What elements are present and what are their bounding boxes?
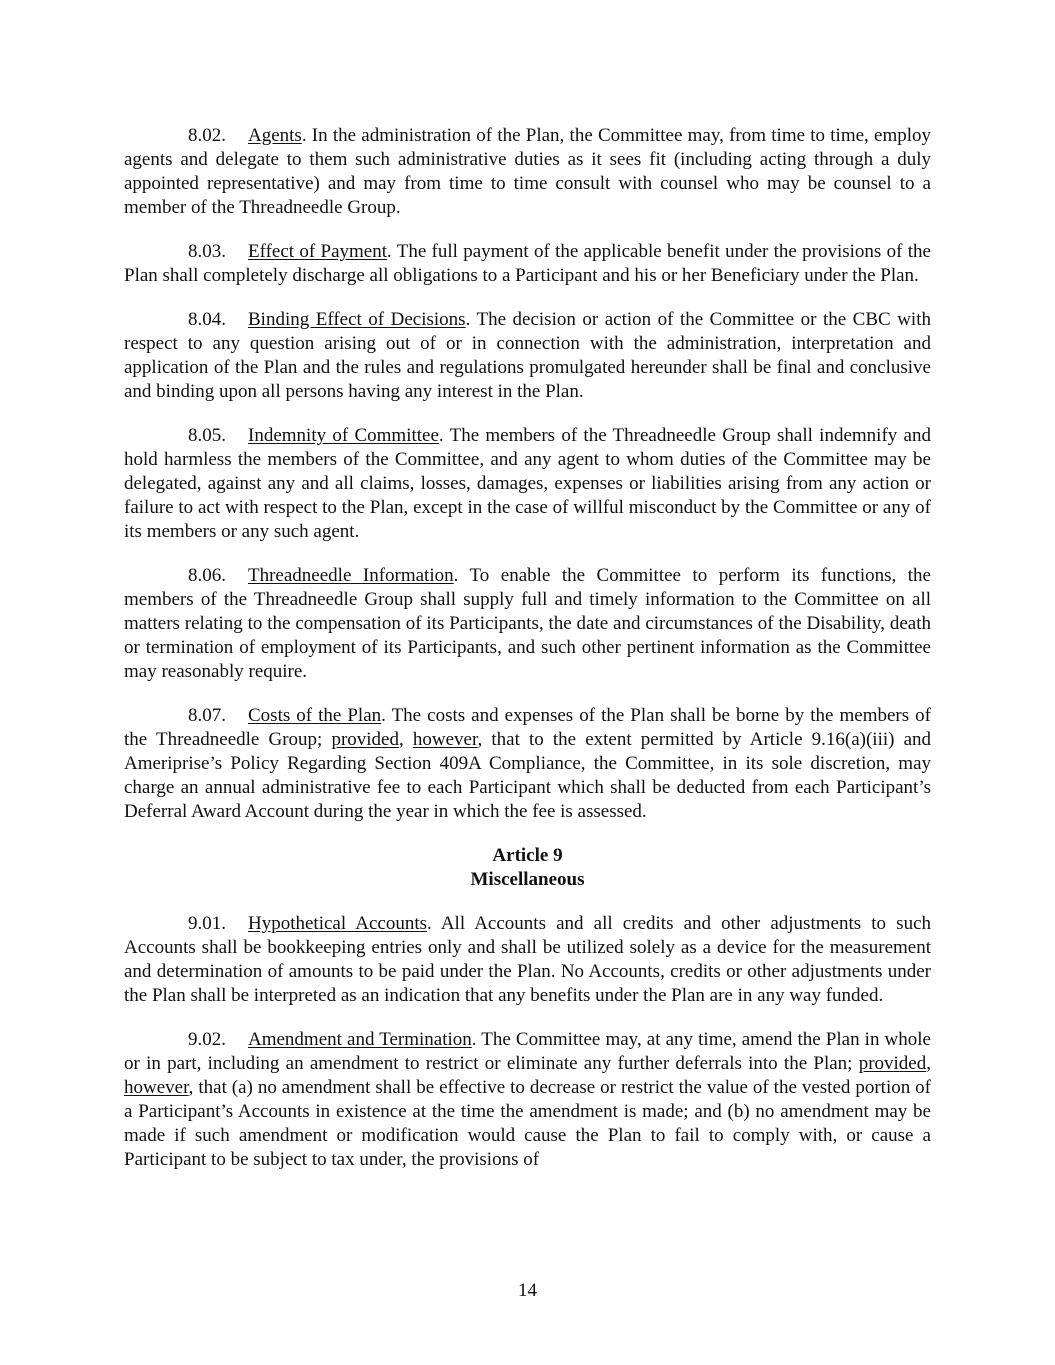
section-text: . All Accounts and all credits and other adjustments to such Accounts shall be bookkeeping entries only and shall be utilized solely as a device for the measurement and determination of amounts to be paid under the Plan. No Accounts, credits or other adjustments under the Plan shall be interpreted as an indication that any benefits under the Plan are in any way funded. — [124, 913, 932, 1006]
section-title: Agents — [248, 125, 302, 146]
section-8-05 — [124, 424, 931, 544]
section-number: 8.02. — [188, 125, 226, 146]
article-title: Miscellaneous — [470, 869, 585, 890]
section-8-04 — [124, 308, 931, 404]
section-number: 9.02. — [188, 1029, 226, 1050]
section-title: Effect of Payment — [248, 241, 387, 262]
section-title: Indemnity of Committee — [248, 425, 439, 446]
section-9-01 — [124, 912, 931, 1008]
section-title: Amendment and Termination — [248, 1029, 472, 1050]
article-heading — [124, 844, 931, 892]
article-label: Article 9 — [492, 845, 563, 866]
section-text: . In the administration of the Plan, the Committee may, from time to time, employ agents and delegate to them such administrative duties as it sees fit (including acting through a duly appointed representative) and may from time to time consult with counsel who may be counsel to a member of the Threadneedle Group. — [124, 125, 931, 218]
provided-term: provided — [331, 729, 399, 750]
section-text-continued: , that to the extent permitted by Article 9.16(a)(iii) and Ameriprise’s Policy Regarding Section 409A Compliance, the Committee, in its sole discretion, may charge an annual administrative fee to each Participant which shall be deducted from each Participant’s Deferral Award Account during the year in which the fee is assessed. — [124, 729, 932, 822]
separator: , — [926, 1053, 931, 1074]
section-number: 9.01. — [188, 913, 226, 934]
section-title: Hypothetical Accounts — [248, 913, 427, 934]
section-text: . The Committee may, at any time, amend the Plan in whole or in part, including an amendment to restrict or eliminate any further deferrals into the Plan; — [124, 1029, 931, 1074]
section-text-continued: , that (a) no amendment shall be effective to decrease or restrict the value of the vested portion of a Participant’s Accounts in existence at the time the amendment is made; and (b) no amendment may be made if such amendment or modification would cause the Plan to fail to comply with, or cause a Participant to be subject to tax under, the provisions of — [124, 1077, 931, 1170]
section-number: 8.06. — [188, 565, 226, 586]
section-text: . The full payment of the applicable benefit under the provisions of the Plan shall completely discharge all obligations to a Participant and his or her Beneficiary under the Plan. — [124, 241, 931, 286]
section-text: . The costs and expenses of the Plan shall be borne by the members of the Threadneedle Group; — [124, 705, 932, 750]
section-text: . The decision or action of the Committee or the CBC with respect to any question arising out of or in connection with the administration, interpretation and application of the Plan and the rules and regulations promulgated hereunder shall be final and conclusive and binding upon all persons having any interest in the Plan. — [124, 309, 931, 402]
section-number: 8.05. — [188, 425, 226, 446]
separator: , — [398, 729, 413, 750]
page-number: 14 — [518, 1280, 537, 1301]
section-8-03 — [124, 240, 931, 288]
document-page — [124, 124, 931, 1192]
section-text: . The members of the Threadneedle Group shall indemnify and hold harmless the members of the Committee, and any agent to whom duties of the Committee may be delegated, against any and all claims, losses, damages, expenses or liabilities arising from any action or failure to act with respect to the Plan, except in the case of willful misconduct by the Committee or any of its members or any such agent. — [124, 425, 931, 542]
section-8-06 — [124, 564, 931, 684]
section-number: 8.07. — [188, 705, 226, 726]
section-title: Threadneedle Information — [248, 565, 454, 586]
section-title: Binding Effect of Decisions — [248, 309, 466, 330]
section-number: 8.04. — [188, 309, 226, 330]
section-text: . To enable the Committee to perform its functions, the members of the Threadneedle Group shall supply full and timely information to the Committee on all matters relating to the compensation of its Participants, the date and circumstances of the Disability, death or termination of employment of its Participants, and such other pertinent information as the Committee may reasonably require. — [124, 565, 931, 682]
section-9-02 — [124, 1028, 931, 1172]
section-title: Costs of the Plan — [248, 705, 382, 726]
however-term: however — [412, 729, 478, 750]
section-8-07 — [124, 704, 931, 824]
however-term: however — [124, 1077, 189, 1098]
section-number: 8.03. — [188, 241, 226, 262]
provided-term: provided — [858, 1053, 927, 1074]
section-8-02 — [124, 124, 931, 220]
